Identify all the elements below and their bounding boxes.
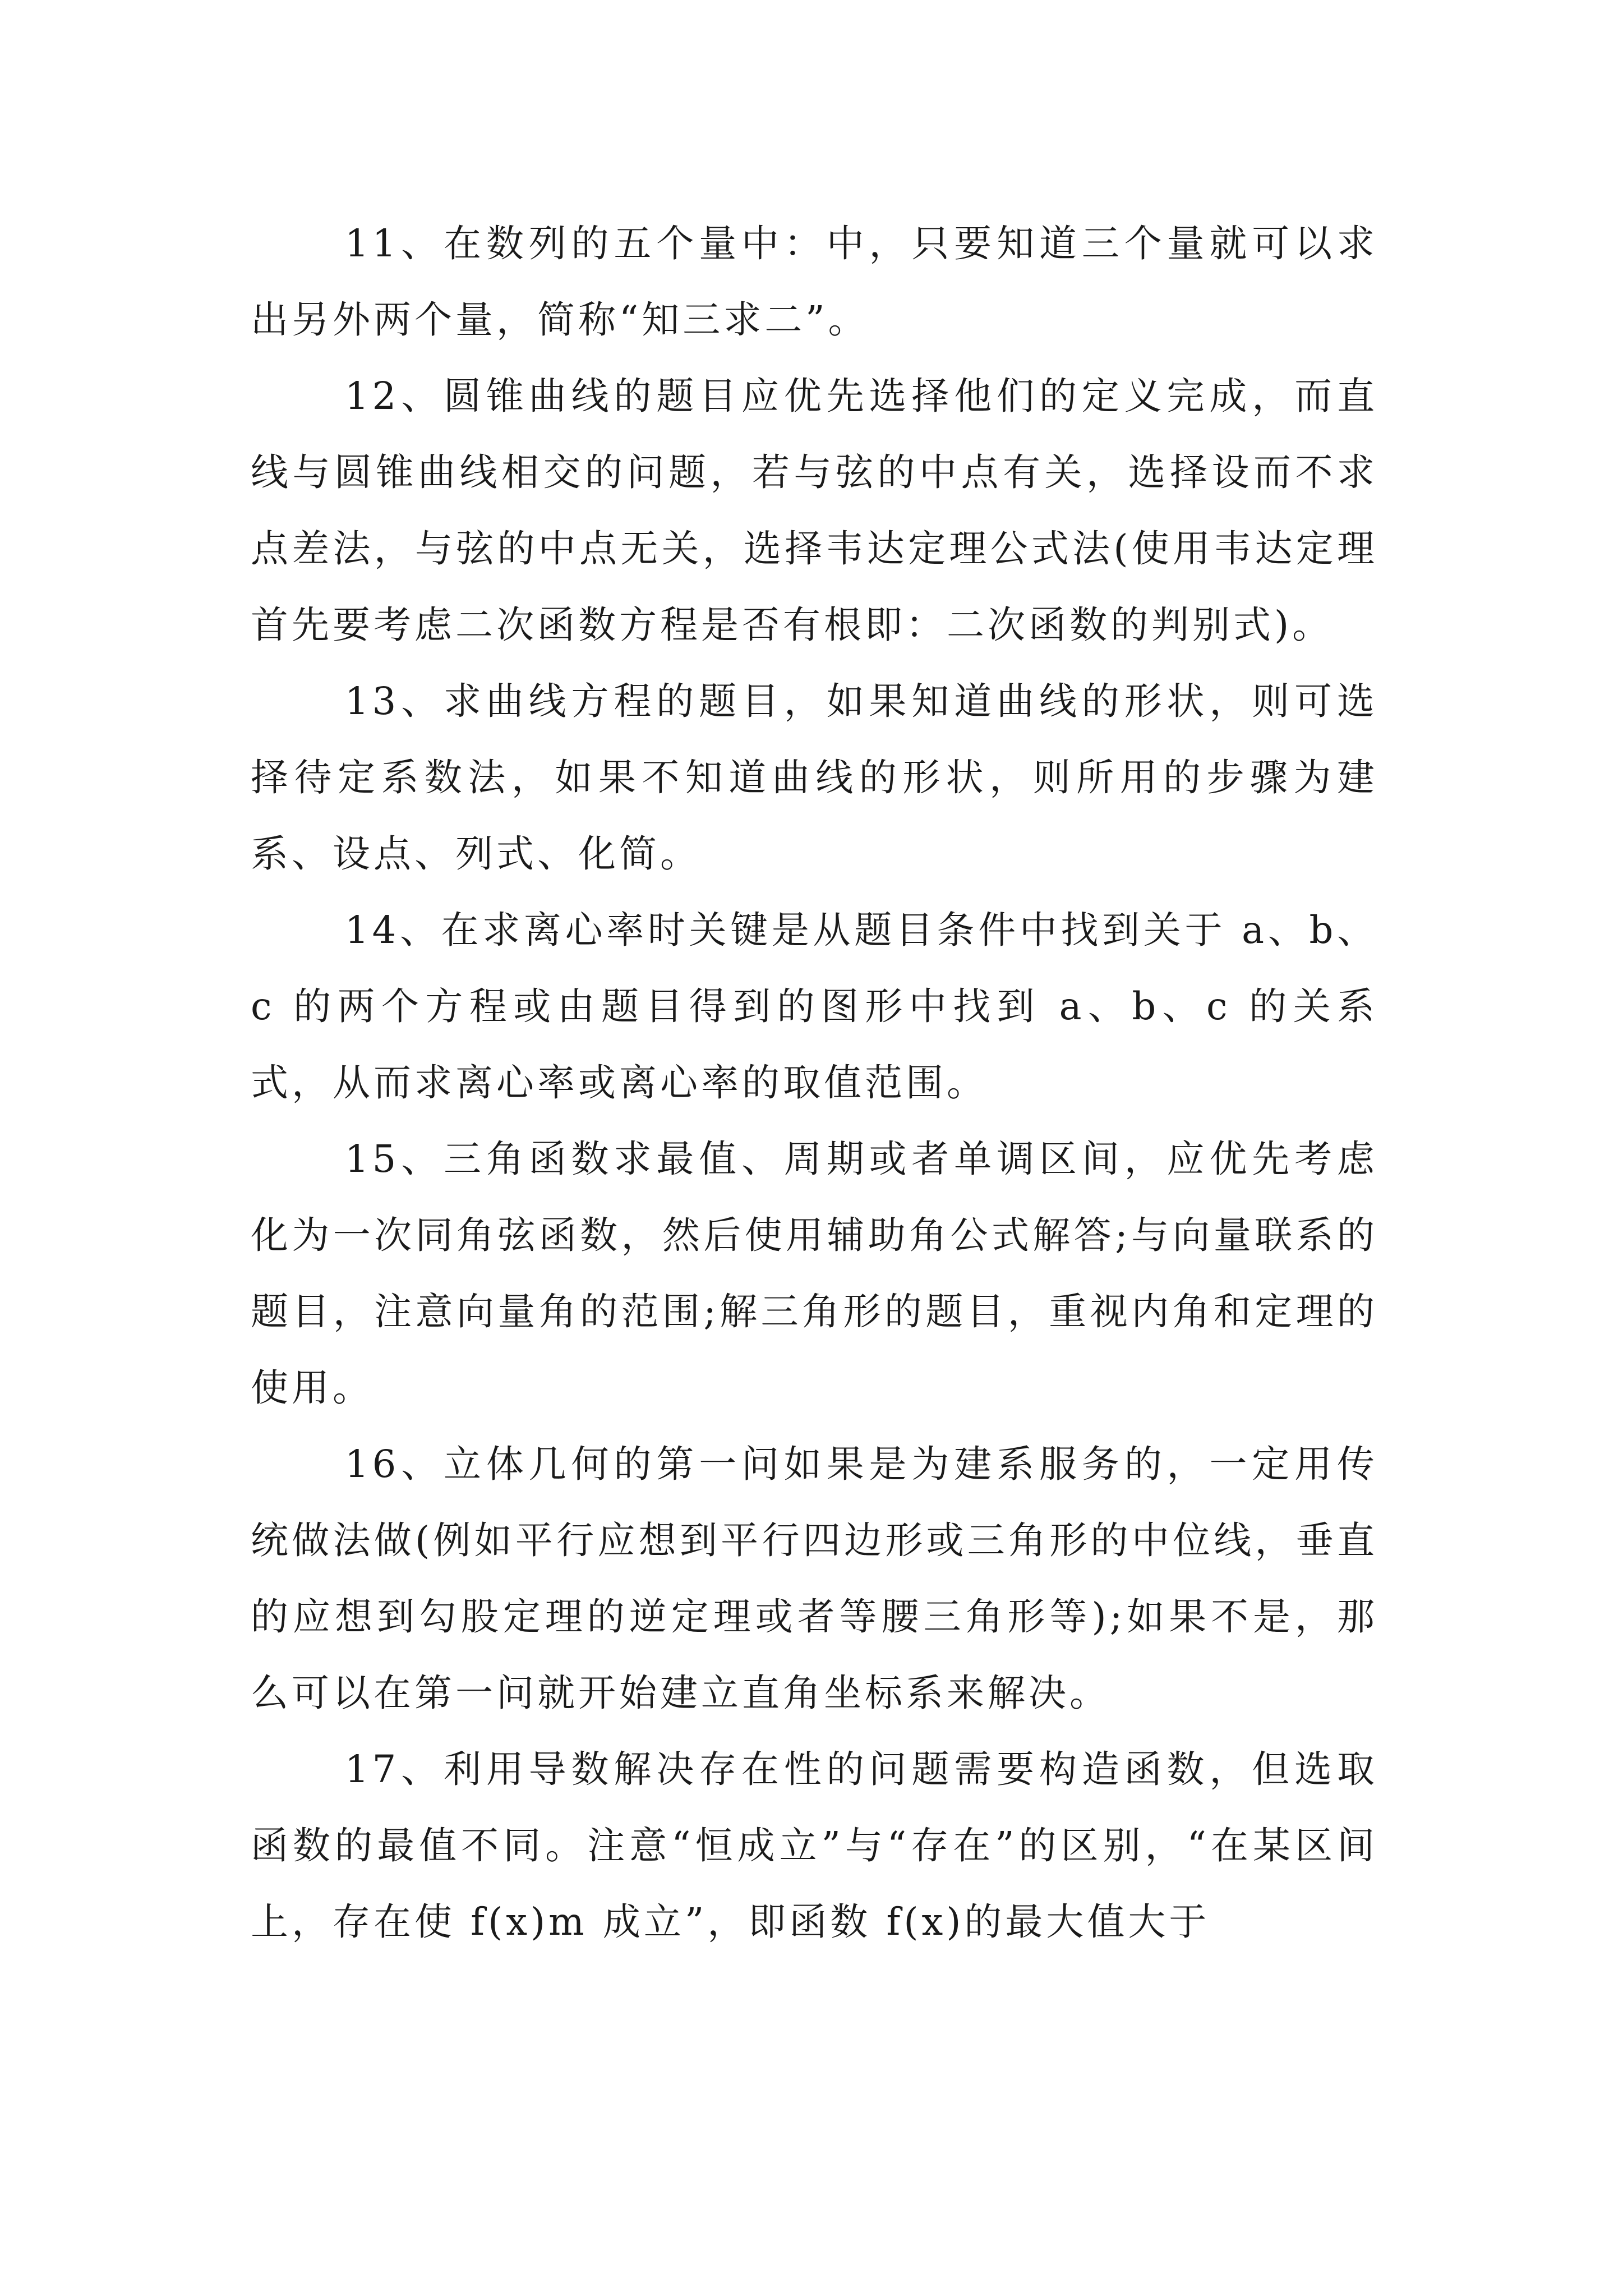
- paragraph-13: 13、求曲线方程的题目，如果知道曲线的形状，则可选择待定系数法，如果不知道曲线的形状，则所用的步骤为建系、设点、列式、化简。: [251, 679, 1378, 876]
- paragraph-12: 12、圆锥曲线的题目应优先选择他们的定义完成，而直线与圆锥曲线相交的问题，若与弦的中点有关，选择设而不求点差法，与弦的中点无关，选择韦达定理公式法(使用韦达定理首先要考虑二次函数方程是否有根即：二次函数的判别式)。: [251, 374, 1378, 647]
- document-body: [251, 205, 1378, 1960]
- paragraph-17: 17、利用导数解决存在性的问题需要构造函数，但选取函数的最值不同。注意“恒成立”与“存在”的区别，“在某区间上，存在使 f(x)m 成立”，即函数 f(x)的最大值大于: [251, 1747, 1378, 1944]
- paragraph-16: 16、立体几何的第一问如果是为建系服务的，一定用传统做法做(例如平行应想到平行四边形或三角形的中位线，垂直的应想到勾股定理的逆定理或者等腰三角形等);如果不是，那么可以在第一问就开始建立直角坐标系来解决。: [251, 1442, 1378, 1715]
- paragraph-15: 15、三角函数求最值、周期或者单调区间，应优先考虑化为一次同角弦函数，然后使用辅助角公式解答;与向量联系的题目，注意向量角的范围;解三角形的题目，重视内角和定理的使用。: [251, 1137, 1378, 1410]
- paragraph-14: 14、在求离心率时关键是从题目条件中找到关于 a、b、c 的两个方程或由题目得到的图形中找到 a、b、c 的关系式，从而求离心率或离心率的取值范围。: [251, 908, 1378, 1105]
- paragraph-11: 11、在数列的五个量中：中，只要知道三个量就可以求出另外两个量，简称“知三求二”。: [251, 222, 1378, 342]
